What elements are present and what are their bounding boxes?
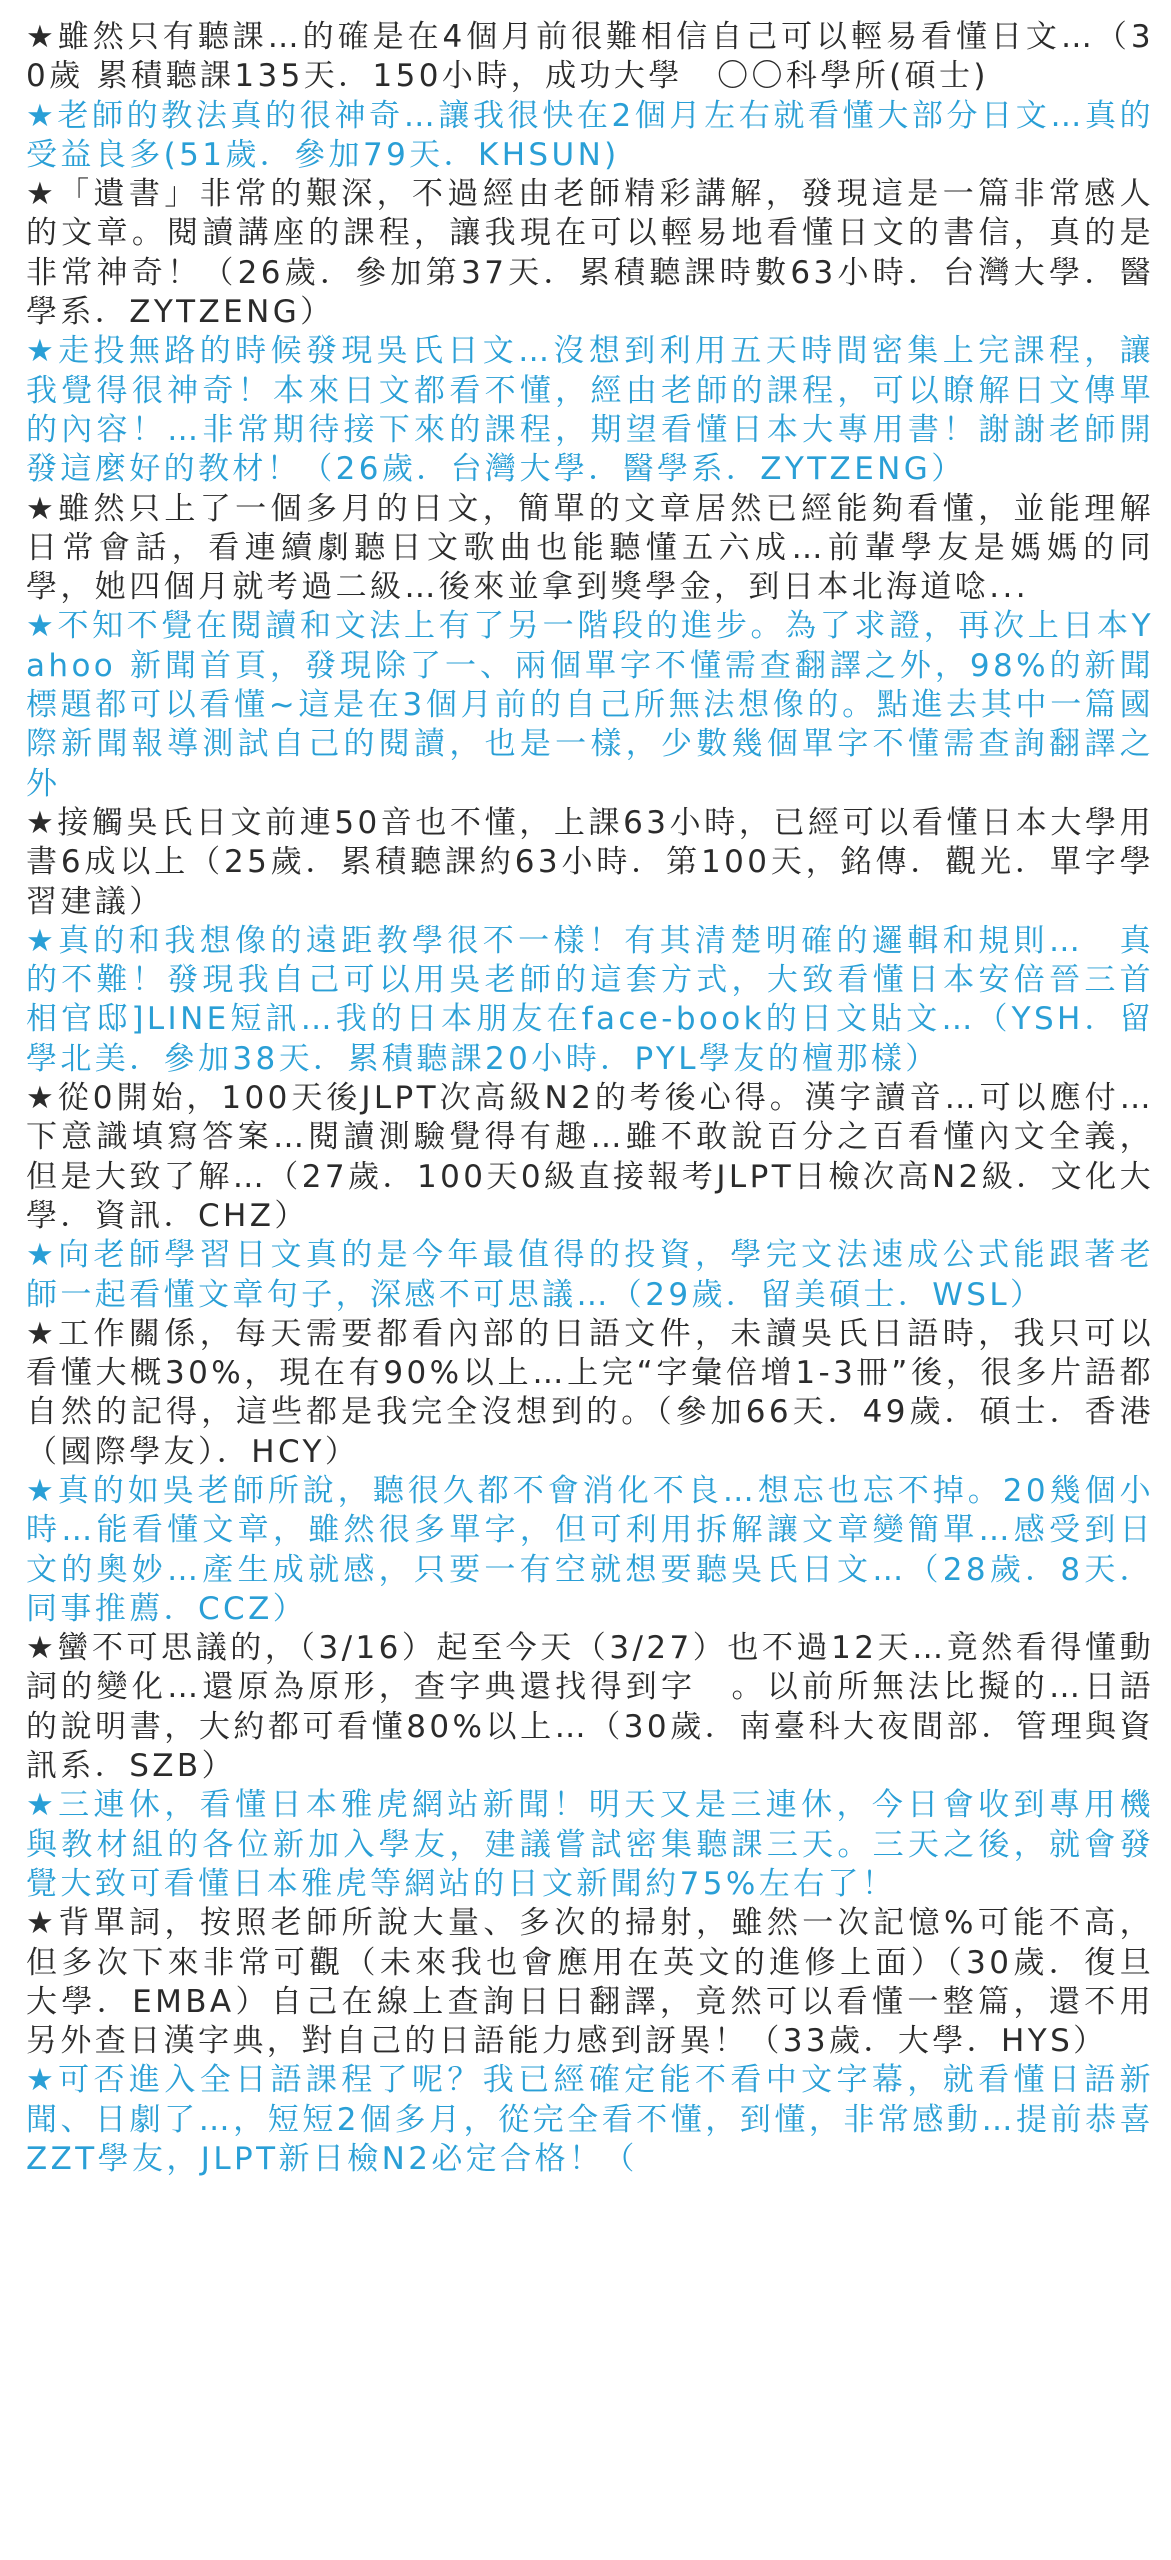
testimonial-item: ★背單詞，按照老師所說大量、多次的掃射，雖然一次記憶%可能不高，但多次下來非常可觀（未來我也會應用在英文的進修上面）（30歲．復旦大學．EMBA）自己在線上查詢日日翻譯，竟然可以看懂一整篇，還不用另外查日漢字典，對自己的日語能力感到訝異！（33歲．大學．HYS） bbox=[26, 1905, 1154, 2060]
testimonial-item: ★向老師學習日文真的是今年最值得的投資，學完文法速成公式能跟著老師一起看懂文章句子，深感不可思議…（29歲．留美碩士．WSL） bbox=[26, 1237, 1154, 1313]
testimonial-item: ★走投無路的時候發現吳氏日文…沒想到利用五天時間密集上完課程，讓我覺得很神奇！本來日文都看不懂，經由老師的課程，可以瞭解日文傳單的內容！…非常期待接下來的課程，期望看懂日本大專用書！謝謝老師開發這麼好的教材！（26歲．台灣大學．醫學系．ZYTZENG） bbox=[26, 333, 1154, 488]
testimonial-item: ★蠻不可思議的，（3/16）起至今天（3/27）也不過12天…竟然看得懂動詞的變化…還原為原形，查字典還找得到字 。以前所無法比擬的…日語的說明書，大約都可看懂80%以上…（30歲．南臺科大夜間部．管理與資訊系．SZB） bbox=[26, 1630, 1154, 1785]
testimonial-item: ★不知不覺在閱讀和文法上有了另一階段的進步。為了求證，再次上日本Yahoo 新聞首頁，發現除了一、兩個單字不懂需查翻譯之外，98%的新聞標題都可以看懂~這是在3個月前的自己所無法想像的。點進去其中一篇國際新聞報導測試自己的閱讀，也是一樣，少數幾個單字不懂需查詢翻譯之外 bbox=[26, 608, 1154, 802]
testimonial-item: ★從0開始，100天後JLPT次高級N2的考後心得。漢字讀音…可以應付…下意識填寫答案…閱讀測驗覺得有趣…雖不敢說百分之百看懂內文全義，但是大致了解…（27歲．100天0級直接報考JLPT日檢次高N2級．文化大學．資訊．CHZ） bbox=[26, 1080, 1154, 1234]
testimonial-item: ★接觸吳氏日文前連50音也不懂，上課63小時，已經可以看懂日本大學用書6成以上（25歲．累積聽課約63小時．第100天，銘傳．觀光．單字學習建議） bbox=[26, 804, 1154, 920]
testimonial-item: ★真的和我想像的遠距教學很不一樣！有其清楚明確的邏輯和規則… 真的不難！發現我自己可以用吳老師的這套方式，大致看懂日本安倍晉三首相官邸]LINE短訊…我的日本朋友在face-book的日文貼文…（YSH．留學北美．參加38天．累積聽課20小時．PYL學友的檀那樣） bbox=[26, 922, 1154, 1077]
testimonial-item: ★雖然只上了一個多月的日文，簡單的文章居然已經能夠看懂，並能理解日常會話，看連續劇聽日文歌曲也能聽懂五六成…前輩學友是媽媽的同學，她四個月就考過二級…後來並拿到獎學金，到日本北海道唸... bbox=[26, 490, 1154, 606]
testimonial-item: ★老師的教法真的很神奇…讓我很快在2個月左右就看懂大部分日文…真的受益良多(51歲．參加79天．KHSUN) bbox=[26, 97, 1154, 173]
testimonial-item: ★「遺書」非常的艱深，不過經由老師精彩講解，發現這是一篇非常感人的文章。閱讀講座的課程，讓我現在可以輕易地看懂日文的書信，真的是非常神奇！（26歲．參加第37天．累積聽課時數63小時．台灣大學．醫學系．ZYTZENG） bbox=[26, 176, 1154, 331]
testimonial-item: ★雖然只有聽課…的確是在4個月前很難相信自己可以輕易看懂日文…（30歲 累積聽課135天．150小時，成功大學 〇〇科學所(碩士) bbox=[26, 19, 1154, 95]
testimonial-item: ★三連休，看懂日本雅虎網站新聞！明天又是三連休，今日會收到專用機與教材組的各位新加入學友，建議嘗試密集聽課三天。三天之後，就會發覺大致可看懂日本雅虎等網站的日文新聞約75%左右了！ bbox=[26, 1787, 1154, 1902]
testimonial-item: ★工作關係，每天需要都看內部的日語文件，未讀吳氏日語時，我只可以看懂大概30%，現在有90%以上…上完“字彙倍增1-3冊”後，很多片語都自然的記得，這些都是我完全沒想到的。（參加66天．49歲．碩士．香港（國際學友）．HCY） bbox=[26, 1315, 1154, 1470]
testimonial-item: ★真的如吳老師所說，聽很久都不會消化不良…想忘也忘不掉。20幾個小時…能看懂文章，雖然很多單字，但可利用拆解讓文章變簡單…感受到日文的奧妙…產生成就感，只要一有空就想要聽吳氏日文…（28歲．8天．同事推薦．CCZ） bbox=[26, 1472, 1154, 1627]
testimonial-item: ★可否進入全日語課程了呢？我已經確定能不看中文字幕，就看懂日語新聞、日劇了…，短短2個多月，從完全看不懂，到懂，非常感動…提前恭喜ZZT學友，JLPT新日檢N2必定合格！（ bbox=[26, 2062, 1154, 2178]
testimonial-list bbox=[26, 18, 1154, 2179]
